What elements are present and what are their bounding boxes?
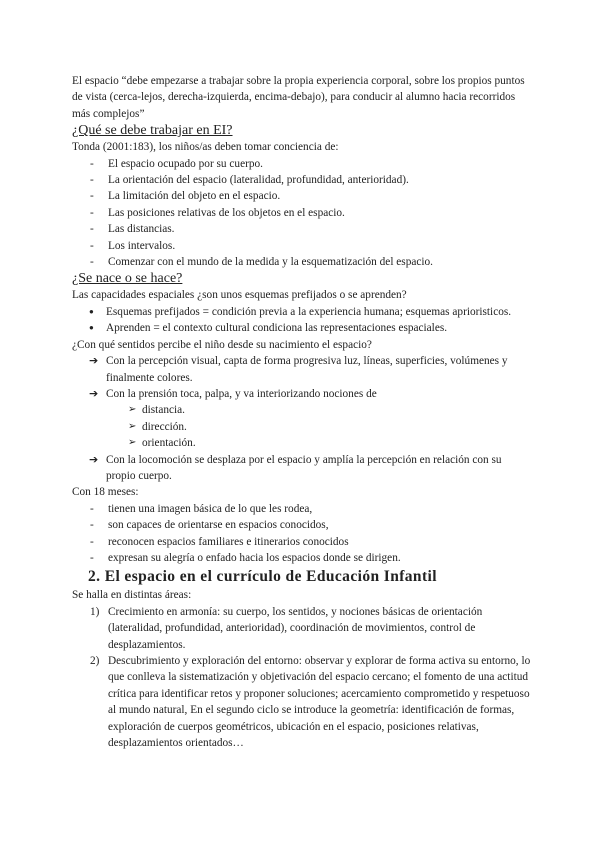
list-item: - son capaces de orientarse en espacios conocidos, xyxy=(72,517,532,533)
tonda-list xyxy=(72,156,532,271)
sentidos-paragraph: ¿Con qué sentidos percibe el niño desde su nacimiento el espacio? xyxy=(72,338,372,351)
list-item: ➔ Con la locomoción se desplaza por el espacio y amplía la percepción en relación con su propio cuerpo. xyxy=(72,452,532,485)
list-item xyxy=(72,604,532,653)
list-text: Crecimiento en armonía: su cuerpo, los sentidos, y nociones básicas de orientación (lateralidad, profundidad, anterioridad), coordinación de movimientos, control de desplazamientos. xyxy=(108,605,483,651)
tonda-paragraph: Tonda (2001:183), los niños/as deben tomar conciencia de: xyxy=(72,141,339,154)
list-item: - Las distancias. xyxy=(72,221,532,237)
list-item: ➔ Con la prensión toca, palpa, y va interiorizando nociones de xyxy=(72,386,532,402)
list-item: - Los intervalos. xyxy=(72,238,532,254)
list-number: 1) xyxy=(90,605,100,618)
list-item: ● Esquemas prefijados = condición previa a la experiencia humana; esquemas aprioristicos. xyxy=(72,304,532,320)
list-number: 2) xyxy=(90,655,100,667)
list-item: ➔ Con la percepción visual, capta de forma progresiva luz, líneas, superficies, volúmenes y finalmente colores. xyxy=(72,353,532,386)
list-text: Descubrimiento y exploración del entorno: observar y explorar de forma activa su entorno, lo que conlleva la sistematización y objetivación del espacio cercano; el fomento de una actitud crítica para identificar retos y proponer soluciones; acercamiento comprometido y respetuoso al mundo natural, En el segundo ciclo se introduce la geometría: identificación de formas, exploración de cuerpos geométricos, ubicación en el espacio, posiciones relativas, desplazamientos orientados… xyxy=(108,655,531,750)
intro-paragraph: El espacio “debe empezarse a trabajar sobre la propia experiencia corporal, sobre los propios puntos de vista (cerca-lejos, derecha-izquierda, encima-debajo), para conducir al alumno hacia recorridos más complejos” xyxy=(72,75,525,120)
list-item: - El espacio ocupado por su cuerpo. xyxy=(72,156,532,172)
meses-paragraph: Con 18 meses: xyxy=(72,486,139,499)
heading-que-se-debe-trabajar: ¿Qué se debe trabajar en EI? xyxy=(72,123,233,139)
list-item: - Las posiciones relativas de los objetos en el espacio. xyxy=(72,205,532,221)
sentidos-list xyxy=(72,353,532,402)
list-item: - tienen una imagen básica de lo que les rodea, xyxy=(72,501,532,517)
areas-list xyxy=(72,604,532,752)
list-item: ➢ orientación. xyxy=(72,435,532,451)
list-item: - Comenzar con el mundo de la medida y la esquematización del espacio. xyxy=(72,254,532,270)
list-item: - La orientación del espacio (lateralidad, profundidad, anterioridad). xyxy=(72,172,532,188)
list-item xyxy=(72,653,532,751)
document-body xyxy=(72,73,532,751)
list-item: ➢ distancia. xyxy=(72,402,532,418)
sentidos-list-continued xyxy=(72,452,532,485)
list-item: ● Aprenden = el contexto cultural condiciona las representaciones espaciales. xyxy=(72,320,532,336)
list-item: - La limitación del objeto en el espacio. xyxy=(72,188,532,204)
nociones-list xyxy=(72,402,532,451)
list-item: ➢ dirección. xyxy=(72,419,532,435)
heading-se-nace-o-se-hace: ¿Se nace o se hace? xyxy=(72,271,183,287)
meses-list xyxy=(72,501,532,567)
section-heading: 2. El espacio en el currículo de Educación Infantil xyxy=(88,568,437,586)
capacidades-paragraph: Las capacidades espaciales ¿son unos esquemas prefijados o se aprenden? xyxy=(72,289,407,302)
areas-paragraph: Se halla en distintas áreas: xyxy=(72,589,192,602)
list-item: - expresan su alegría o enfado hacia los espacios donde se dirigen. xyxy=(72,550,532,566)
capacidades-list xyxy=(72,304,532,337)
list-item: - reconocen espacios familiares e itinerarios conocidos xyxy=(72,534,532,550)
